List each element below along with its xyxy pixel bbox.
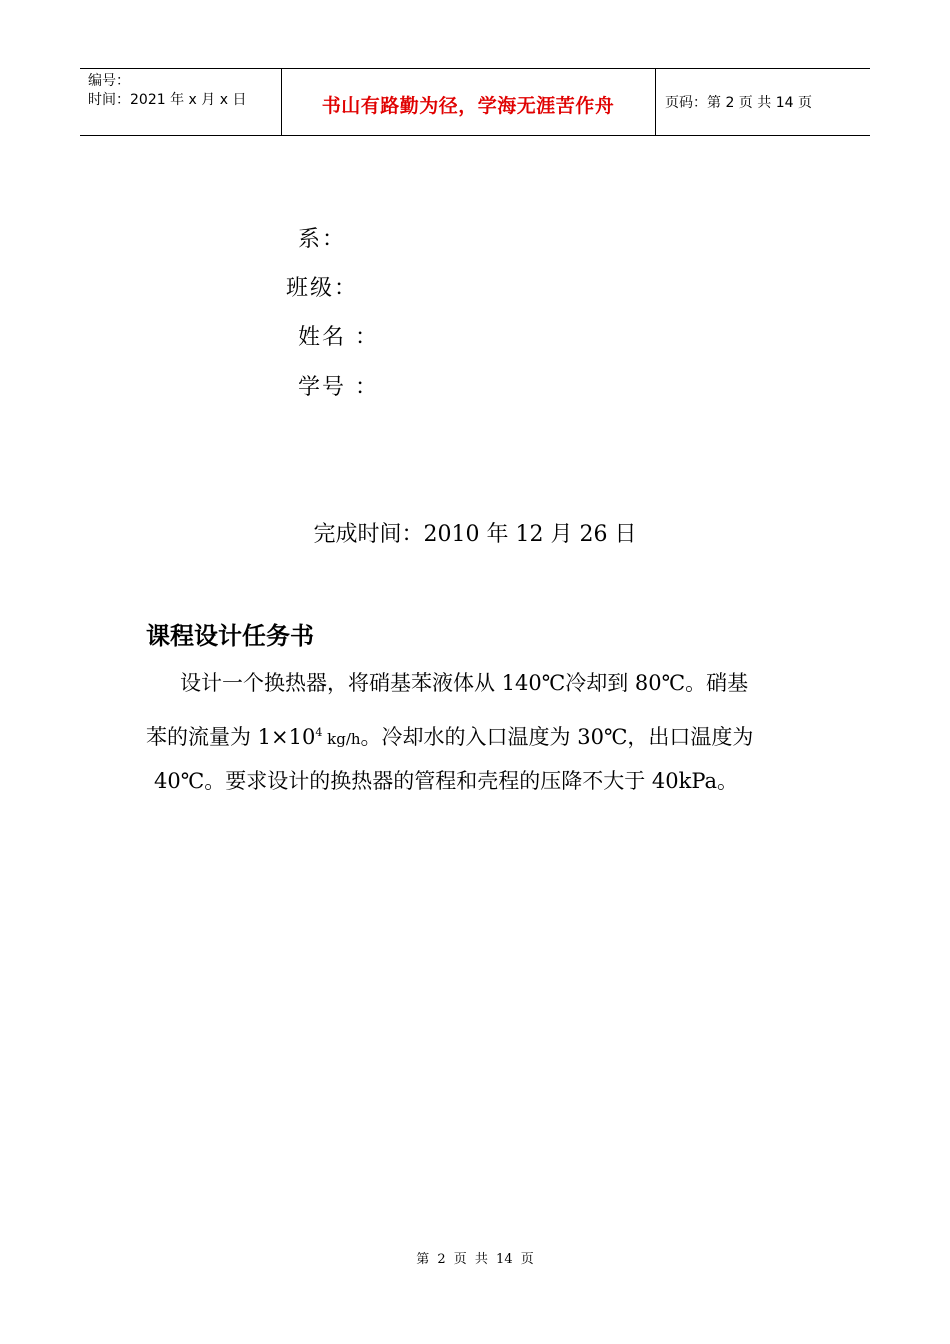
header-table [80, 68, 870, 136]
task-line-1: 设计一个换热器，将硝基苯液体从 140℃冷却到 80℃。硝基 [180, 671, 749, 695]
class-label: 班级： [286, 276, 359, 301]
task-title: 课程设计任务书 [146, 622, 314, 650]
header-page-cell [655, 69, 870, 135]
water-temperature-text: 。冷却水的入口温度为 30℃，出口温度为 [360, 725, 754, 749]
header-motto: 书山有路勤为径，学海无涯苦作舟 [321, 95, 615, 117]
completion-date: 完成时间：2010 年 12 月 26 日 [313, 522, 637, 547]
department-label: 系： [298, 227, 347, 252]
task-line-3: 40℃。要求设计的换热器的管程和壳程的压降不大于 40kPa。 [154, 769, 739, 793]
document-date-label: 时间：2021 年 x 月 x 日 [88, 92, 247, 108]
page-footer: 第 2 页 共 14 页 [416, 1252, 534, 1267]
student-id-label: 学号 ： [298, 375, 379, 400]
flow-rate-unit: kg/h [322, 730, 361, 748]
student-name-label: 姓名 ： [298, 325, 379, 350]
flow-rate-text: 苯的流量为 1×10 [146, 725, 316, 749]
task-line-2 [146, 718, 806, 754]
header-page-number: 页码：第 2 页 共 14 页 [665, 95, 812, 111]
header-info-cell [80, 69, 282, 135]
flow-rate-exponent: 4 [315, 726, 323, 739]
document-number-label: 编号： [88, 73, 130, 89]
header-motto-cell [281, 69, 656, 135]
